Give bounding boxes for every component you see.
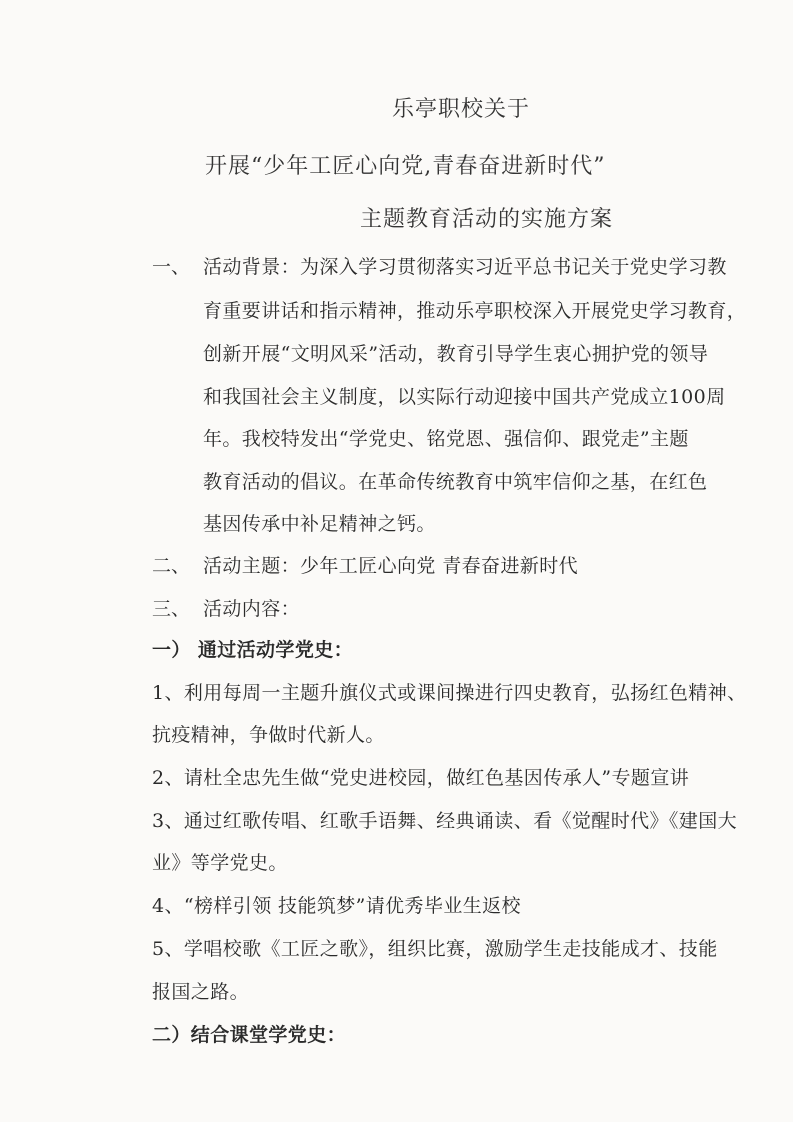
subsection-1-item: 业》等学党史。 [152,852,288,874]
section-1-line: 创新开展“文明风采”活动，教育引导学生衷心拥护党的领导 [203,343,709,365]
subsection-1-item: 报国之路。 [152,981,250,1003]
title-line-1: 乐亭职校关于 [392,97,531,122]
section-1-line: 和我国社会主义制度，以实际行动迎接中国共产党成立100周 [203,386,726,408]
section-1-line: 育重要讲话和指示精神，推动乐亭职校深入开展党史学习教育， [203,300,747,322]
subsection-1-heading: 一） 通过活动学党史： [152,639,354,661]
section-1-line: 活动背景：为深入学习贯彻落实习近平总书记关于党史学习教 [203,256,727,278]
section-1-marker: 一、 [152,256,191,278]
subsection-2-heading: 二）结合课堂学党史： [152,1024,347,1046]
section-1-line: 教育活动的倡议。在革命传统教育中筑牢信仰之基，在红色 [203,471,708,493]
subsection-1-item: 2、请杜全忠先生做“党史进校园，做红色基因传承人”专题宣讲 [152,767,690,789]
subsection-1-item: 3、通过红歌传唱、红歌手语舞、经典诵读、看《觉醒时代》《建国大 [152,810,737,832]
section-3-text: 活动内容： [203,598,301,620]
subsection-1-item: 抗疫精神，争做时代新人。 [152,724,385,746]
section-1-line: 基因传承中补足精神之钙。 [203,513,436,535]
subsection-1-item: 1、利用每周一主题升旗仪式或课间操进行四史教育，弘扬红色精神、 [152,682,747,704]
section-1-line: 年。我校特发出“学党史、铭党恩、强信仰、跟党走”主题 [203,428,689,450]
section-2-marker: 二、 [152,555,191,577]
title-line-3: 主题教育活动的实施方案 [360,207,614,232]
section-3-marker: 三、 [152,598,191,620]
section-2-text: 活动主题：少年工匠心向党 青春奋进新时代 [203,555,579,577]
subsection-1-item: 5、学唱校歌《工匠之歌》，组织比赛，激励学生走技能成才、技能 [152,938,718,960]
subsection-1-item: 4、“榜样引领 技能筑梦”请优秀毕业生返校 [152,895,521,917]
title-line-2: 开展“少年工匠心向党,青春奋进新时代” [205,154,606,179]
